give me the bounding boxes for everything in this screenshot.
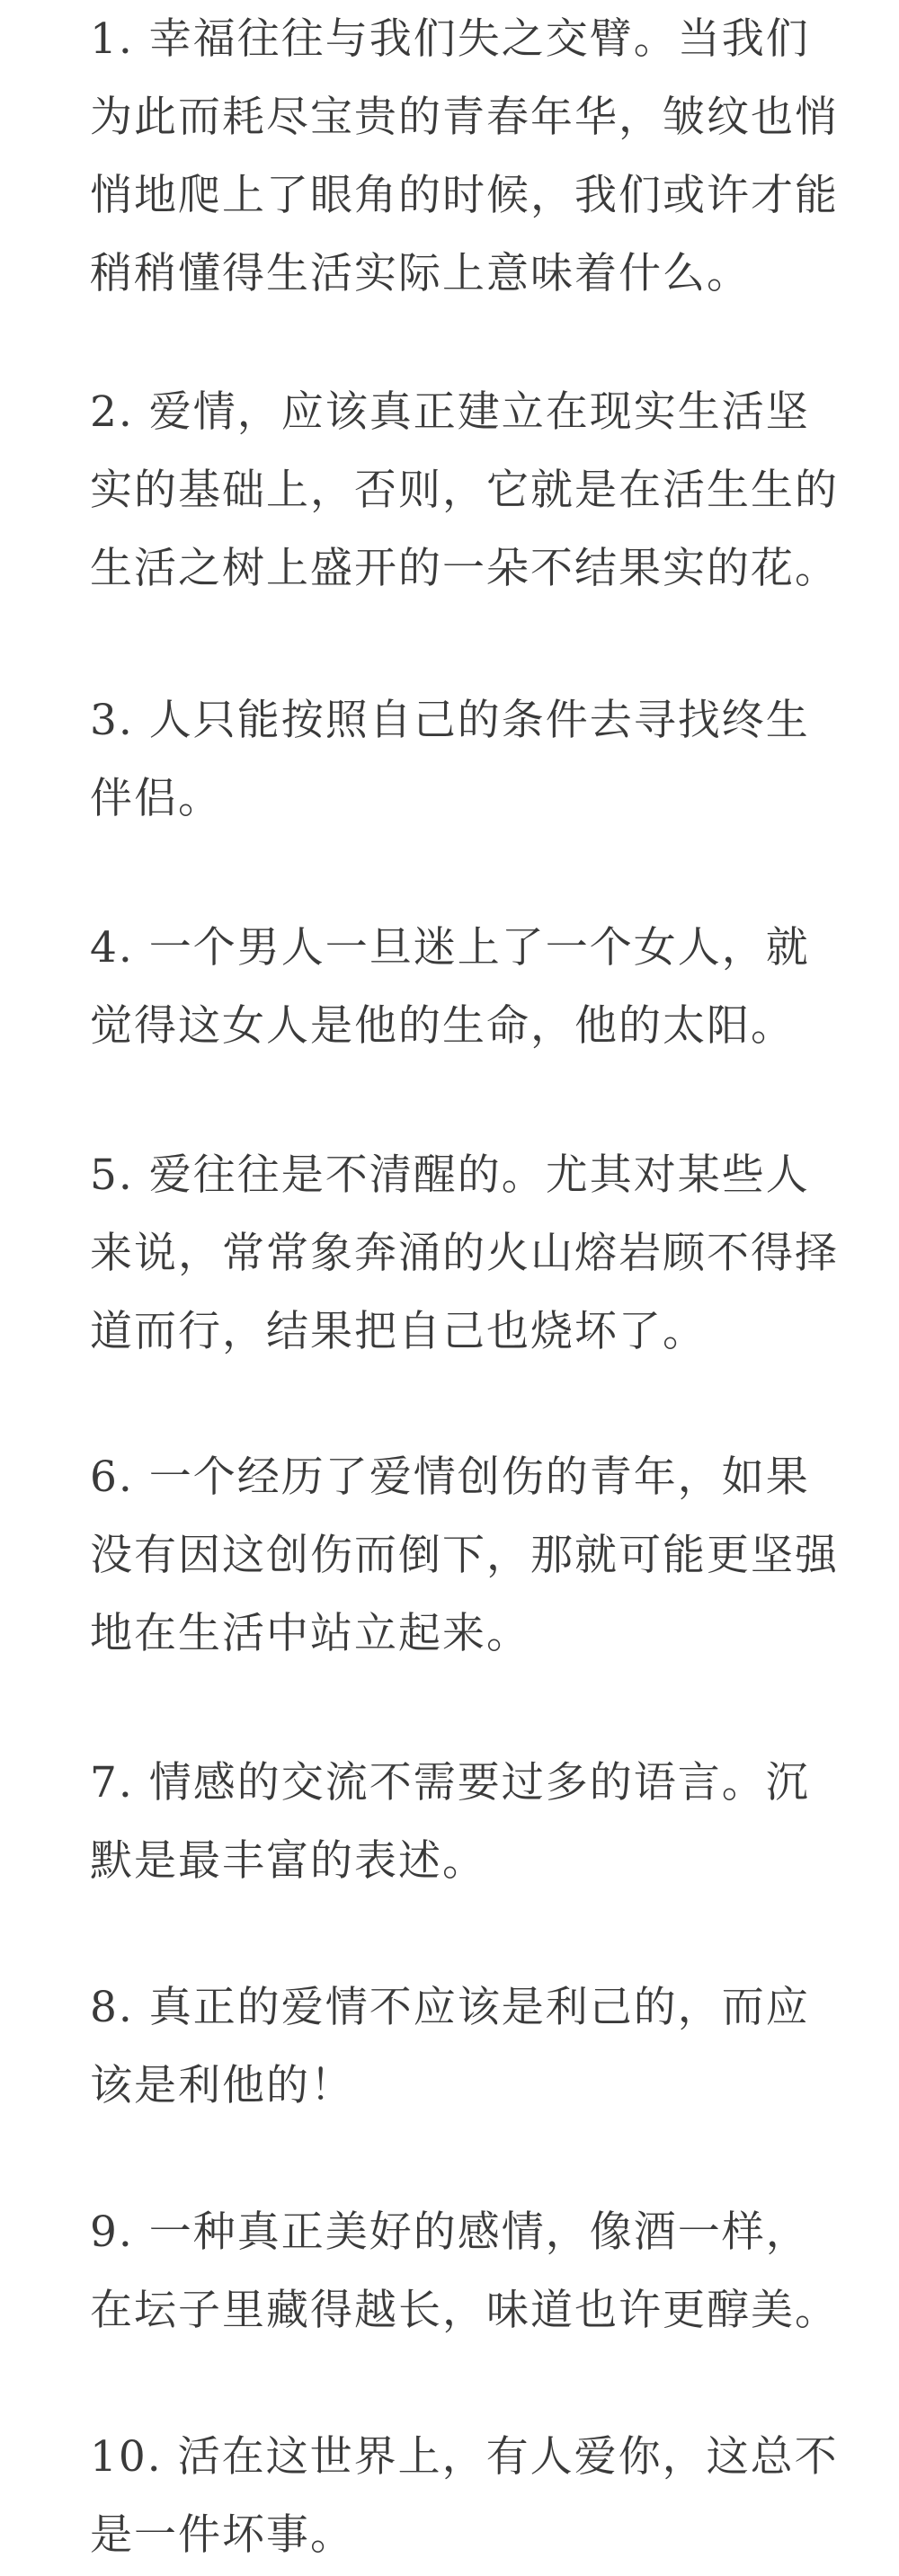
quote-5-line-1: 5. 爱往往是不清醒的。尤其对某些人 [90, 1150, 810, 1200]
quote-3-line-2: 伴侣。 [90, 774, 222, 823]
quote-1-line-1: 1. 幸福往往与我们失之交臂。当我们 [90, 14, 810, 64]
quote-2-line-3: 生活之树上盛开的一朵不结果实的花。 [90, 544, 839, 593]
quote-7-line-1: 7. 情感的交流不需要过多的语言。沉 [90, 1758, 810, 1808]
quote-10-line-1: 10. 活在这世界上，有人爱你，这总不 [90, 2432, 839, 2482]
quote-6-line-1: 6. 一个经历了爱情创伤的青年，如果 [90, 1452, 810, 1502]
quote-2-line-1: 2. 爱情，应该真正建立在现实生活坚 [90, 387, 810, 437]
quote-4 [90, 909, 810, 1065]
quote-2-line-2: 实的基础上，否则，它就是在活生生的 [90, 466, 839, 515]
quote-3 [90, 681, 810, 838]
quote-6-line-2: 没有因这创伤而倒下，那就可能更坚强 [90, 1531, 839, 1580]
quote-10 [90, 2418, 839, 2574]
quote-8-line-2: 该是利他的！ [90, 2061, 354, 2110]
quote-3-line-1: 3. 人只能按照自己的条件去寻找终生 [90, 696, 810, 745]
quote-9-line-1: 9. 一种真正美好的感情，像酒一样， [90, 2207, 810, 2257]
quote-2 [90, 373, 839, 608]
quote-6-line-3: 地在生活中站立起来。 [90, 1609, 530, 1658]
quote-4-line-2: 觉得这女人是他的生命，他的太阳。 [90, 1001, 795, 1051]
quote-9-line-2: 在坛子里藏得越长，味道也许更醇美。 [90, 2286, 839, 2335]
quote-7-line-2: 默是最丰富的表述。 [90, 1836, 486, 1886]
quote-1 [90, 0, 839, 313]
quote-5-line-3: 道而行，结果把自己也烧坏了。 [90, 1307, 707, 1356]
quote-8 [90, 1968, 810, 2125]
quote-9 [90, 2193, 839, 2349]
quote-6 [90, 1438, 839, 1673]
quote-8-line-1: 8. 真正的爱情不应该是利己的，而应 [90, 1983, 810, 2032]
quote-10-line-2: 是一件坏事。 [90, 2510, 354, 2560]
quote-4-line-1: 4. 一个男人一旦迷上了一个女人，就 [90, 923, 810, 973]
quote-1-line-4: 稍稍懂得生活实际上意味着什么。 [90, 249, 751, 298]
quote-5 [90, 1136, 839, 1371]
quote-5-line-2: 来说，常常象奔涌的火山熔岩顾不得择 [90, 1229, 839, 1278]
quote-1-line-2: 为此而耗尽宝贵的青春年华，皱纹也悄 [90, 93, 839, 142]
quote-1-line-3: 悄地爬上了眼角的时候，我们或许才能 [90, 171, 839, 220]
quote-7 [90, 1744, 810, 1900]
